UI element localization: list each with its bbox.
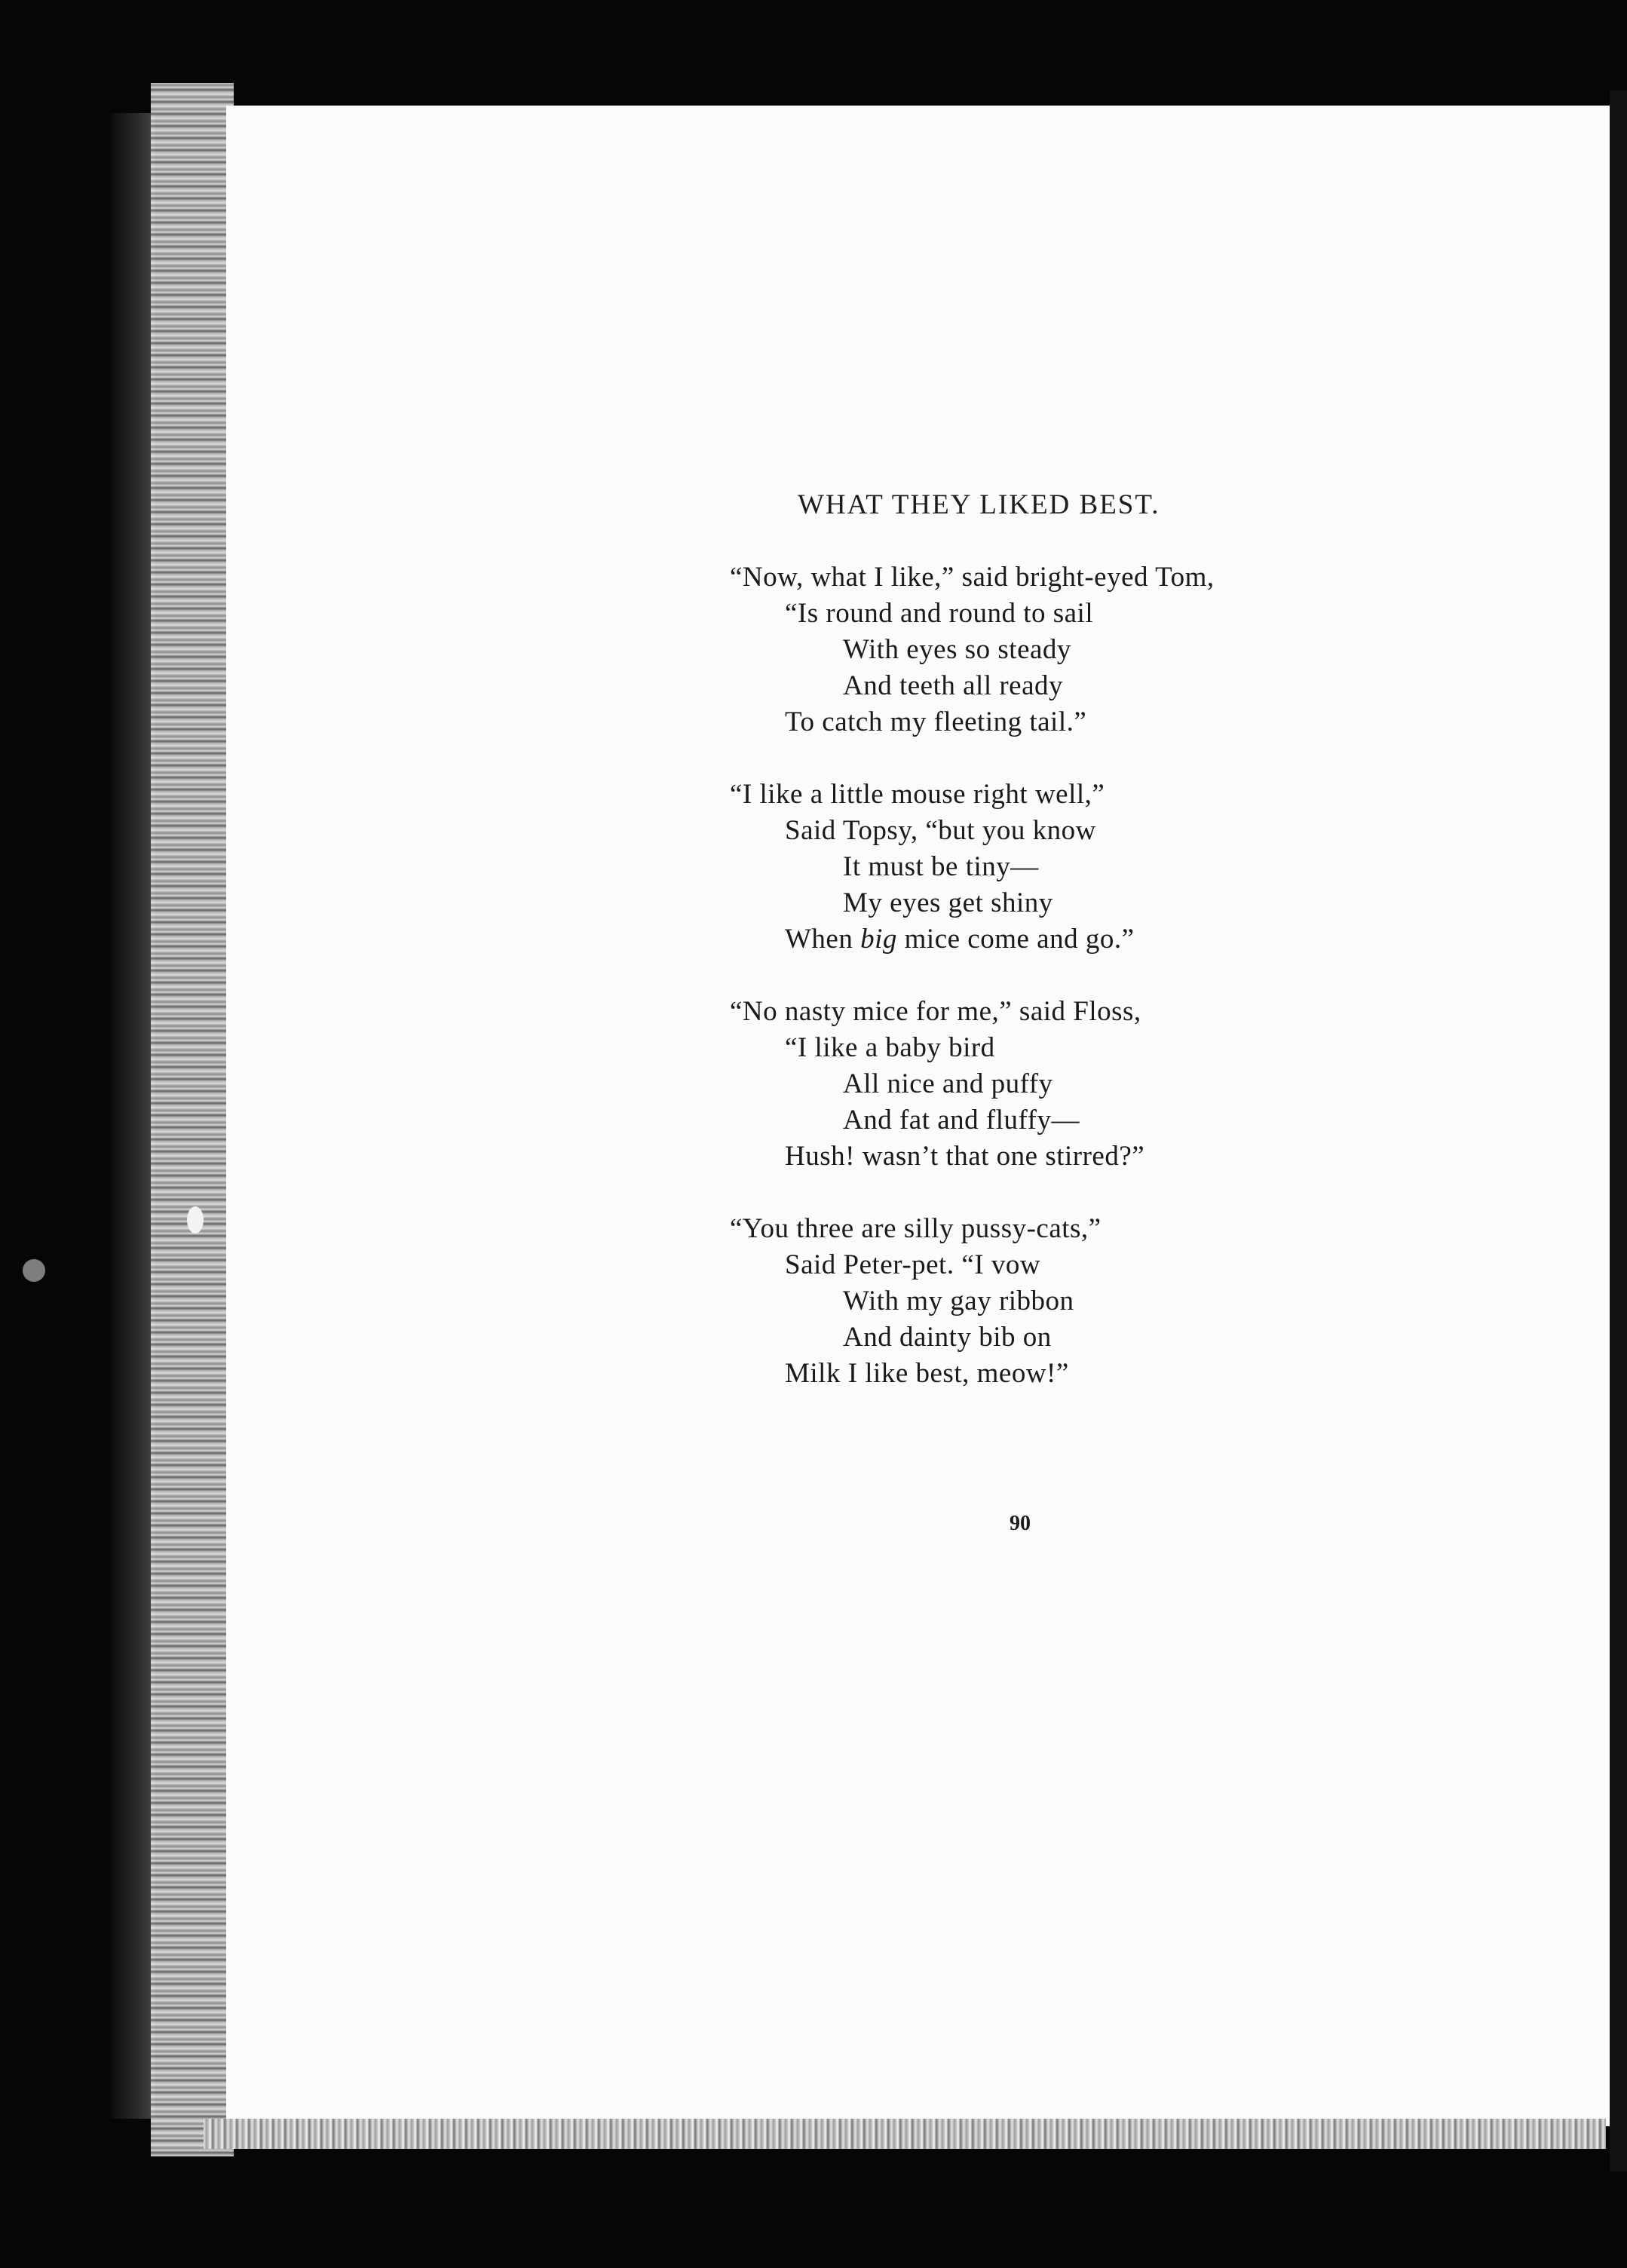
poem-line: My eyes get shiny [843, 887, 1053, 918]
poem-stanza [730, 559, 1559, 740]
poem-line: It must be tiny— [843, 851, 1039, 882]
scan-speck [23, 1259, 45, 1282]
poem-stanza [730, 1211, 1559, 1392]
poem-line: And teeth all ready [843, 670, 1064, 701]
poem-line: “No nasty mice for me,” said Floss, [730, 996, 1141, 1027]
poem-line: Said Peter-pet. “I vow [785, 1249, 1041, 1280]
poem-line: “Is round and round to sail [785, 598, 1094, 629]
poem-line: Hush! wasn’t that one stirred?” [785, 1141, 1145, 1172]
poem-line: To catch my fleeting tail.” [785, 706, 1087, 737]
poem-body [730, 559, 1559, 1428]
poem-line: All nice and puffy [843, 1068, 1053, 1099]
page-number: 90 [1010, 1512, 1031, 1535]
poem-line: “I like a baby bird [785, 1032, 995, 1063]
poem-text: mice come and go.” [896, 924, 1135, 955]
poem-line [730, 921, 1559, 958]
poem-line: Milk I like best, meow!” [785, 1358, 1069, 1389]
poem-stanza [730, 777, 1559, 958]
poem-line: “You three are silly pussy-cats,” [730, 1213, 1102, 1244]
emphasized-word: big [860, 924, 897, 955]
poem-line: Said Topsy, “but you know [785, 815, 1096, 846]
scan-speck [187, 1206, 204, 1234]
poem-line: “Now, what I like,” said bright-eyed Tom, [730, 562, 1215, 593]
poem-line: With eyes so steady [843, 634, 1071, 665]
poem-stanza [730, 994, 1559, 1175]
poem-line: “I like a little mouse right well,” [730, 779, 1105, 810]
poem-title: WHAT THEY LIKED BEST. [798, 489, 1160, 520]
book-cover-edge [1610, 90, 1627, 2171]
poem-line: And fat and fluffy— [843, 1105, 1080, 1136]
book-spine-shadow [109, 113, 155, 2119]
page-bottom-edges [204, 2119, 1606, 2149]
poem-line: And dainty bib on [843, 1322, 1052, 1353]
book-page-edges [151, 83, 234, 2156]
poem-line: With my gay ribbon [843, 1286, 1074, 1316]
poem-text: When [785, 924, 861, 955]
